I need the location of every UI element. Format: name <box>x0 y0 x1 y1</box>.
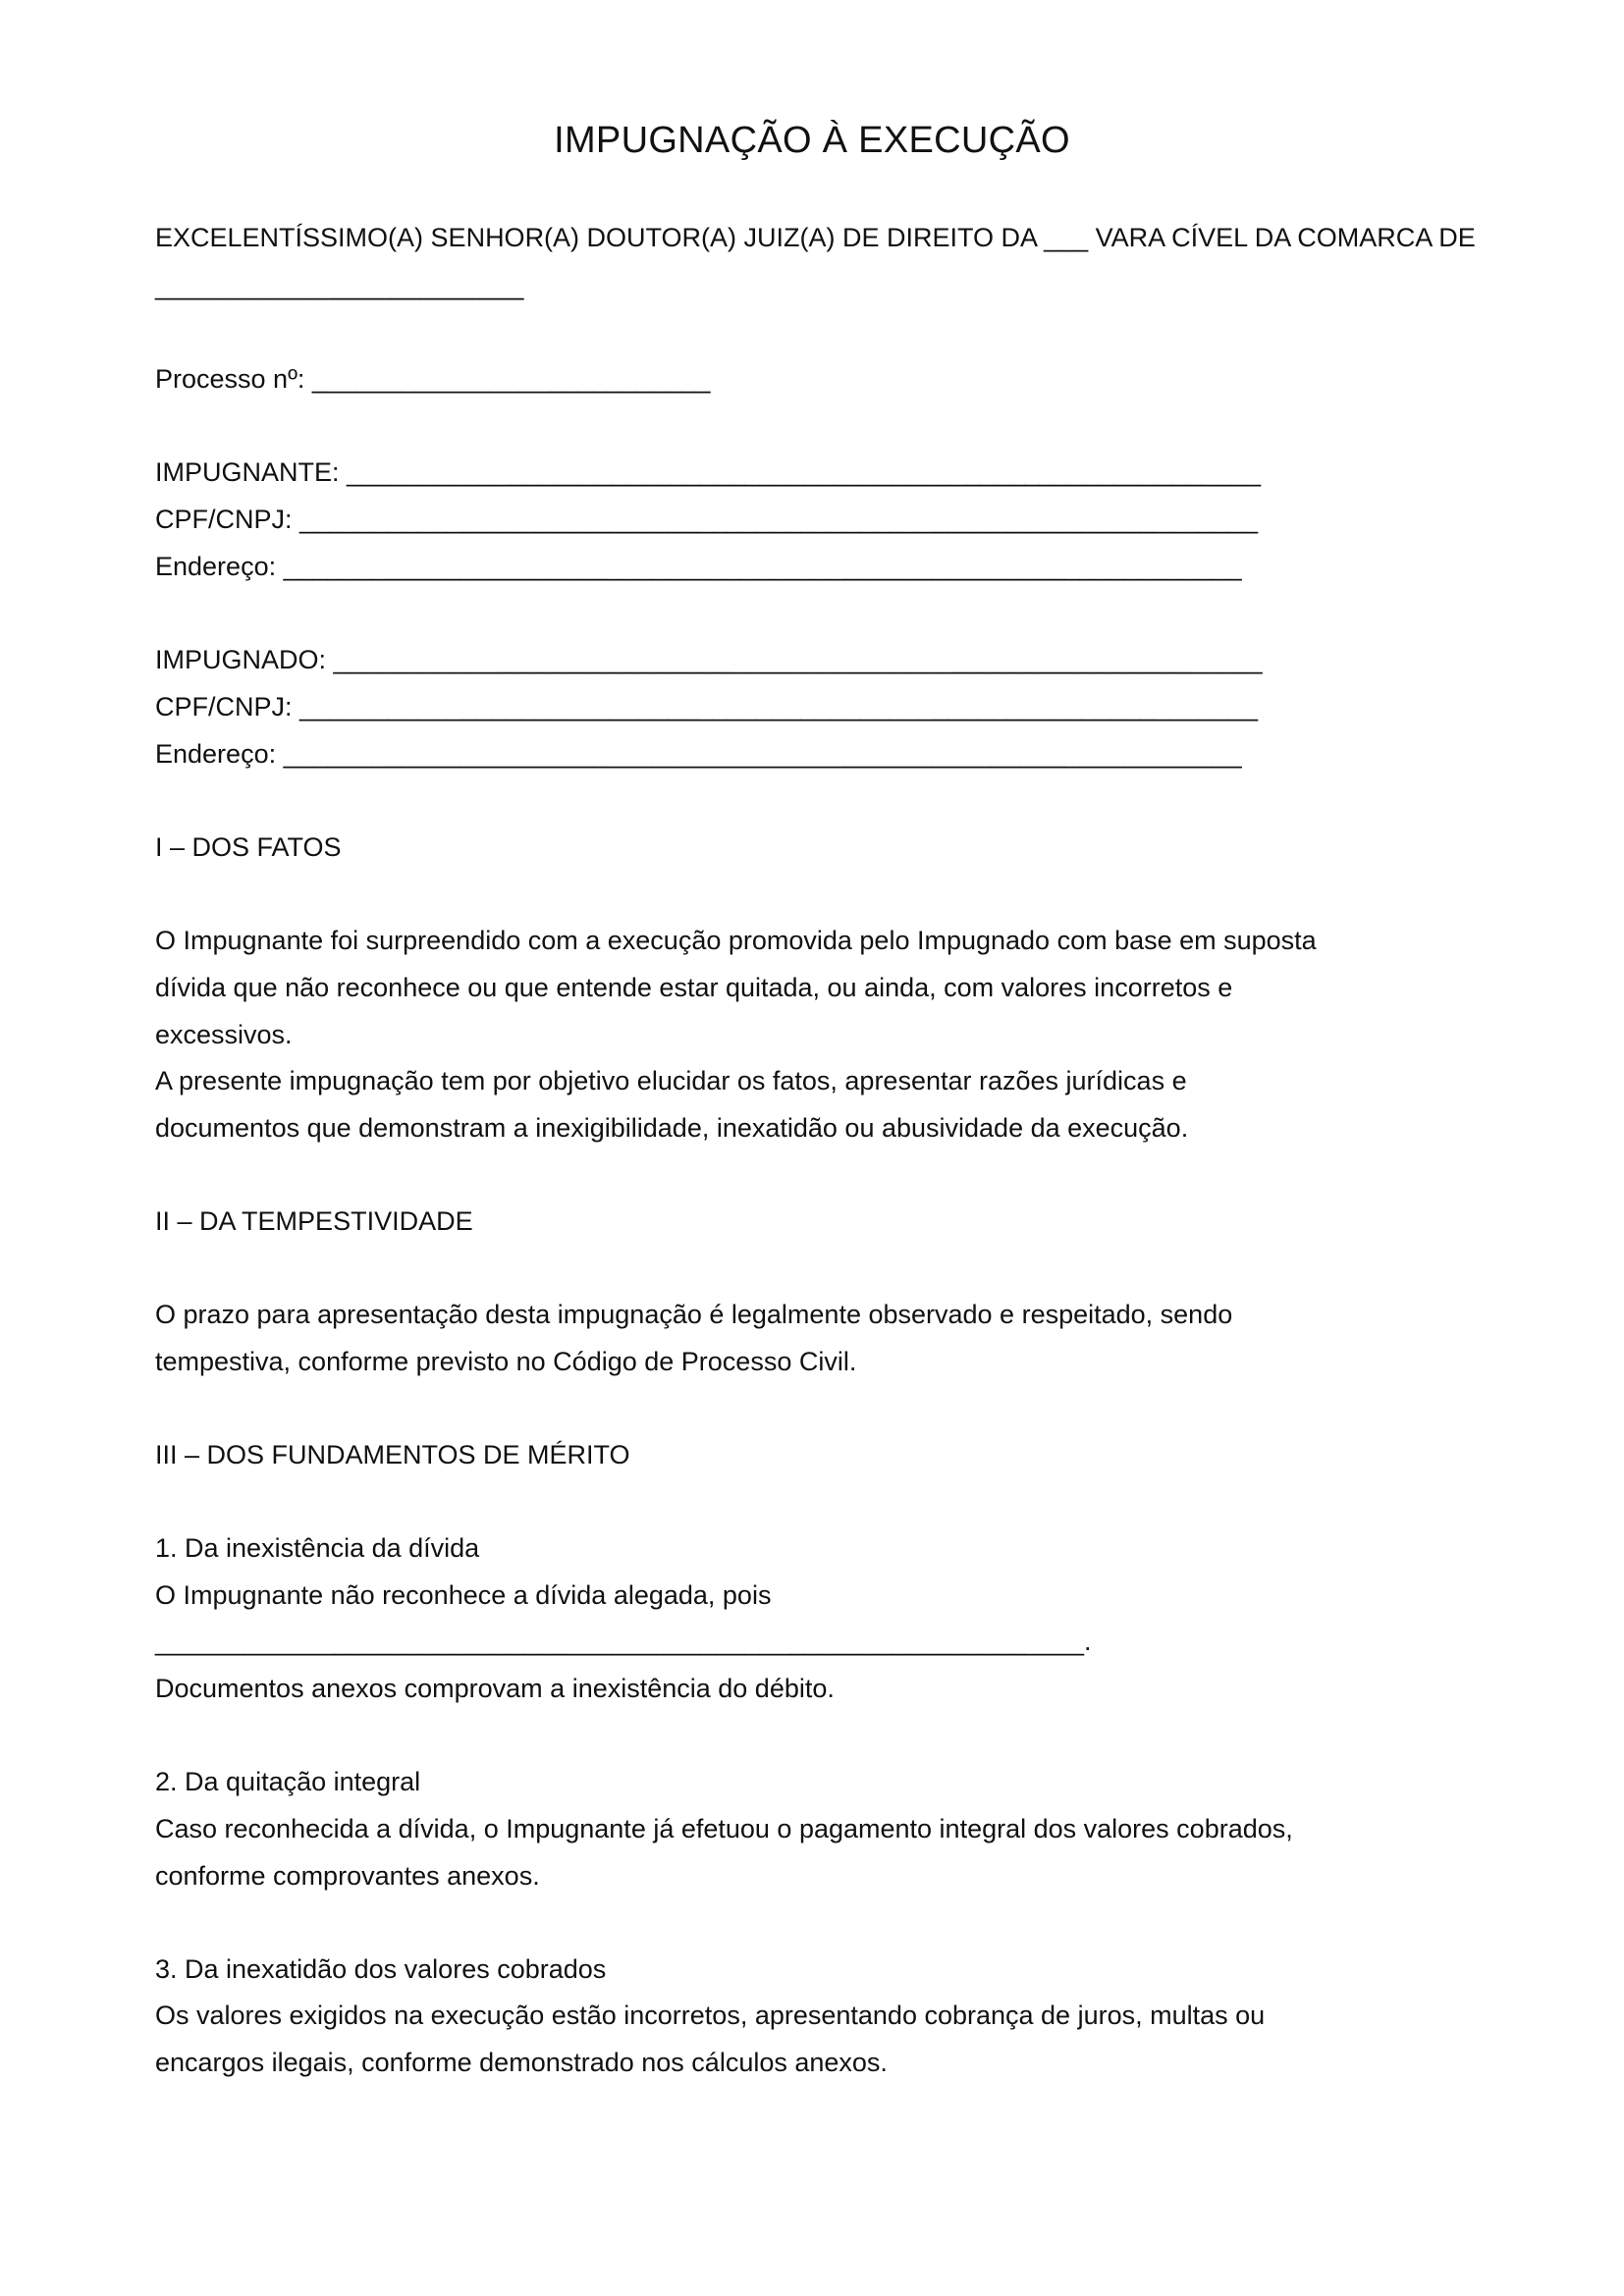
merito-item-title: 2. Da quitação integral <box>155 1767 421 1796</box>
tempestividade-paragraph-line: tempestiva, conforme previsto no Código de Processo Civil. <box>155 1347 857 1376</box>
section-heading-fatos: I – DOS FATOS <box>155 832 342 862</box>
tempestividade-paragraph-line: O prazo para apresentação desta impugnação é legalmente observado e respeitado, sendo <box>155 1300 1233 1329</box>
addressee-line-2: _________________________ <box>155 271 524 300</box>
fatos-paragraph-line: excessivos. <box>155 1020 293 1049</box>
impugnante-cpf-field: CPF/CNPJ: _________________________________________________________________ <box>155 505 1259 534</box>
process-number: Processo nº: ___________________________ <box>155 364 711 394</box>
merito-item-line: O Impugnante não reconhece a dívida alegada, pois <box>155 1580 772 1610</box>
impugnado-name-field: IMPUGNADO: _______________________________________________________________ <box>155 645 1263 674</box>
impugnado-cpf-field: CPF/CNPJ: _________________________________________________________________ <box>155 692 1259 721</box>
merito-item-blank-line: _______________________________________________________________. <box>155 1627 1092 1656</box>
addressee-line-1: EXCELENTÍSSIMO(A) SENHOR(A) DOUTOR(A) JUIZ(A) DE DIREITO DA ___ VARA CÍVEL DA COMARCA DE <box>155 223 1476 252</box>
impugnante-name-field: IMPUGNANTE: ______________________________________________________________ <box>155 457 1262 487</box>
merito-item-line: Caso reconhecida a dívida, o Impugnante já efetuou o pagamento integral dos valores cobrados, <box>155 1814 1293 1843</box>
fatos-paragraph-line: A presente impugnação tem por objetivo elucidar os fatos, apresentar razões jurídicas e <box>155 1066 1187 1095</box>
fatos-paragraph-line: dívida que não reconhece ou que entende estar quitada, ou ainda, com valores incorretos e <box>155 973 1233 1002</box>
document-title: IMPUGNAÇÃO À EXECUÇÃO <box>554 120 1070 161</box>
section-heading-merito: III – DOS FUNDAMENTOS DE MÉRITO <box>155 1440 630 1469</box>
impugnado-address-field: Endereço: _________________________________________________________________ <box>155 739 1242 769</box>
merito-item-line: encargos ilegais, conforme demonstrado nos cálculos anexos. <box>155 2048 888 2077</box>
merito-item-line: Os valores exigidos na execução estão incorretos, apresentando cobrança de juros, multas ou <box>155 2001 1266 2030</box>
merito-item-line: Documentos anexos comprovam a inexistência do débito. <box>155 1674 835 1703</box>
fatos-paragraph-line: O Impugnante foi surpreendido com a execução promovida pelo Impugnado com base em suposta <box>155 926 1317 955</box>
merito-item-title: 3. Da inexatidão dos valores cobrados <box>155 1954 607 1984</box>
section-heading-tempestividade: II – DA TEMPESTIVIDADE <box>155 1206 473 1236</box>
merito-item-title: 1. Da inexistência da dívida <box>155 1533 480 1563</box>
fatos-paragraph-line: documentos que demonstram a inexigibilidade, inexatidão ou abusividade da execução. <box>155 1113 1189 1143</box>
impugnante-address-field: Endereço: _________________________________________________________________ <box>155 552 1242 581</box>
merito-item-line: conforme comprovantes anexos. <box>155 1861 540 1891</box>
